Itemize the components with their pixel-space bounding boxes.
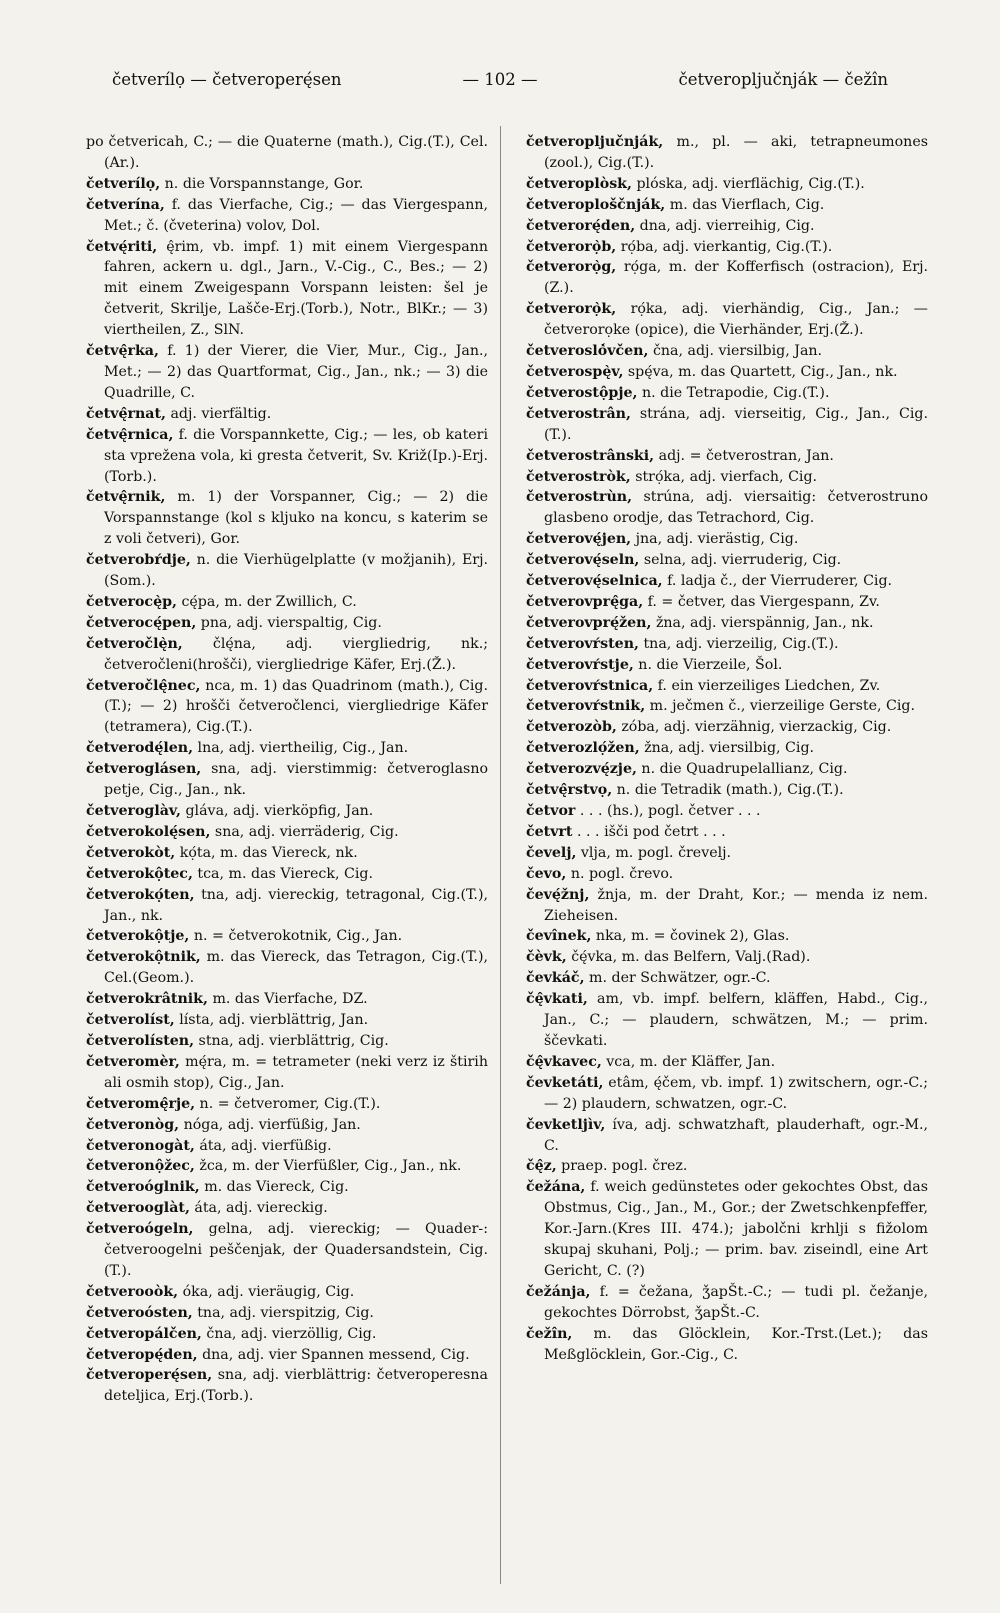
entry-headword: četveronòg, [86, 1116, 180, 1133]
dictionary-entry [526, 822, 928, 843]
entry-headword: četveroósten, [86, 1304, 193, 1321]
entry-definition: nka, m. = čovinek 2), Glas. [591, 928, 790, 945]
entry-headword: četverokòt, [86, 844, 176, 861]
entry-definition: rọ́ba, adj. vierkantig, Cig.(T.). [616, 238, 833, 255]
entry-definition: lísta, adj. vierblättrig, Jan. [174, 1012, 369, 1029]
dictionary-entry [526, 1282, 928, 1324]
entry-headword: četveropę́den, [86, 1346, 198, 1363]
dictionary-entry [526, 216, 928, 237]
dictionary-entry [526, 1115, 928, 1157]
entry-headword: četvę̂rnik, [86, 489, 166, 506]
entry-headword: četverozòb, [526, 719, 617, 736]
entry-headword: četverolísten, [86, 1032, 195, 1049]
dictionary-entry [86, 759, 488, 801]
dictionary-entry [86, 738, 488, 759]
page-header [112, 70, 888, 100]
entry-definition: f. die Vorspannkette, Cig.; — les, ob kateri sta vprežena vola, ki gresta četverit, Sv. Križ(Ip.)-Erj.(Torb.). [104, 426, 488, 485]
entry-definition: íva, adj. schwatzhaft, plauderhaft, ogr.-M., C. [544, 1116, 928, 1154]
dictionary-entry [526, 655, 928, 676]
dictionary-entry [86, 425, 488, 488]
entry-definition: mę́ra, m. = tetrameter (neki verz iz štirih ali osmih stop), Cig., Jan. [104, 1053, 488, 1091]
entry-definition: tna, adj. vierzeilig, Cig.(T.). [638, 635, 839, 652]
entry-definition: m. ječmen č., vierzeilige Gerste, Cig. [645, 698, 915, 715]
header-left-guideword: četverílọ — četveroperę́sen [112, 70, 342, 89]
dictionary-entry [86, 1031, 488, 1052]
entry-headword: čevketljìv, [526, 1116, 606, 1133]
dictionary-entry [86, 864, 488, 885]
entry-definition: člę́na, adj. viergliedrig, nk.; četveročleni(hrošči), viergliedrige Käfer, Erj.(Ž.). [104, 635, 488, 673]
dictionary-entry [526, 801, 928, 822]
entry-headword: čę̂vkavec, [526, 1053, 602, 1070]
dictionary-entry [86, 613, 488, 634]
dictionary-entry [526, 947, 928, 968]
header-right-guideword: četveropljučnják — čežîn [678, 70, 888, 89]
dictionary-entry [526, 1073, 928, 1115]
entry-definition: tca, m. das Viereck, Cig. [192, 865, 373, 882]
dictionary-entry [86, 1052, 488, 1094]
entry-headword: četverílọ, [86, 175, 161, 192]
entry-headword: čę̂vkati, [526, 991, 588, 1008]
entry-headword: četverostròk, [526, 468, 631, 485]
dictionary-entry [526, 926, 928, 947]
entry-definition: am, vb. impf. belfern, kläffen, Habd., Cig., Jan., C.; — plaudern, schwätzen, M.; — prim. ščevkati. [544, 991, 928, 1049]
dictionary-entry [86, 1177, 488, 1198]
entry-headword: čevkáč, [526, 970, 585, 987]
entry-definition: m. der Schwätzer, ogr.-C. [584, 970, 771, 987]
entry-definition: m. das Vierflach, Cig. [665, 196, 825, 213]
dictionary-entry [86, 1156, 488, 1177]
entry-definition: n. die Vierzeile, Šol. [633, 656, 783, 673]
left-column [86, 132, 488, 1407]
dictionary-entry [526, 571, 928, 592]
dictionary-entry [526, 989, 928, 1052]
entry-headword: četverolíst, [86, 1012, 175, 1029]
entry-definition: n. die Tetrapodie, Cig.(T.). [637, 384, 830, 401]
entry-definition: m., pl. — aki, tetrapneumones (zool.), Cig.(T.). [544, 134, 928, 171]
entry-headword: četverorę́den, [526, 217, 636, 234]
dictionary-entry [526, 467, 928, 488]
entry-definition: sna, adj. vierblättrig: četveroperesna deteljica, Erj.(Torb.). [104, 1367, 488, 1405]
entry-headword: četverovę́seln, [526, 552, 640, 569]
entry-headword: čežána, [526, 1179, 586, 1196]
entry-definition: zóba, adj. vierzähnig, vierzackig, Cig. [616, 719, 892, 736]
entry-headword: čę̂z, [526, 1158, 557, 1175]
entry-headword: četvę̂rnica, [86, 426, 174, 443]
entry-headword: četverokộtnik, [86, 949, 201, 966]
entry-definition: m. das Viereck, Cig. [199, 1179, 349, 1196]
entry-headword: četverovprę́žen, [526, 614, 652, 631]
entry-definition: dna, adj. vier Spannen messend, Cig. [197, 1346, 470, 1363]
dictionary-entry [86, 341, 488, 404]
dictionary-entry [86, 1010, 488, 1031]
entry-definition: n. die Tetradik (math.), Cig.(T.). [612, 782, 844, 799]
entry-definition: n. die Vorspannstange, Gor. [160, 175, 364, 192]
entry-definition: . . . išči pod četrt . . . [572, 823, 726, 840]
entry-headword: četverovę́selnica, [526, 573, 663, 590]
entry-headword: četverokolę́sen, [86, 823, 211, 840]
dictionary-entry [86, 1219, 488, 1282]
dictionary-entry [526, 1177, 928, 1282]
dictionary-entry [86, 1365, 488, 1407]
dictionary-entry [526, 738, 928, 759]
entry-headword: četveroplòsk, [526, 175, 632, 192]
entry-definition: m. das Vierfache, DZ. [207, 991, 368, 1008]
dictionary-entry [526, 696, 928, 717]
entry-headword: četverozvę́zje, [526, 761, 637, 778]
entry-headword: četverovŕstje, [526, 656, 634, 673]
entry-definition: cę́pa, m. der Zwillich, C. [176, 593, 357, 610]
entry-headword: četverokộtec, [86, 865, 193, 882]
entry-definition: žnja, m. der Draht, Kor.; — menda iz nem. Zieheisen. [544, 886, 928, 924]
dictionary-entry [526, 864, 928, 885]
entry-headword: četverozlọ́žen, [526, 740, 640, 757]
entry-definition: adj. vierfältig. [165, 405, 272, 422]
entry-definition: etâm, ę́čem, vb. impf. 1) zwitschern, ogr.-C.; — 2) plaudern, schwatzen, ogr.-C. [544, 1074, 928, 1112]
dictionary-entry [526, 1324, 928, 1366]
dictionary-entry [86, 592, 488, 613]
dictionary-entry [526, 529, 928, 550]
entry-headword: čežánja, [526, 1283, 591, 1300]
entry-definition: nca, m. 1) das Quadrinom (math.), Cig.(T.); — 2) hrošči četveročlenci, viergliedrige Käfer (tetramera), Cig.(T.). [104, 677, 488, 736]
entry-definition: praep. pogl. črez. [556, 1158, 688, 1175]
dictionary-entry [86, 1324, 488, 1345]
entry-definition: . . . (hs.), pogl. četver . . . [575, 803, 761, 819]
entry-headword: četvrt [526, 823, 573, 840]
entry-definition: gelna, adj. viereckig; — Quader-: četveroogelni peščenjak, der Quadersandstein, Cig.(T.). [104, 1221, 488, 1279]
entry-definition: ę̂rim, vb. impf. 1) mit einem Viergespann fahren, ackern u. dgl., Jarn., V.-Cig., C., Bes.; — 2) mit einem Zweigespann Vorspann leisten: šel je četverit, Skrilje, Lašče-Erj.(Torb.), Notr., BlKr.; — 3) viertheilen, Z., SlN. [104, 238, 488, 339]
dictionary-entry [526, 780, 928, 801]
dictionary-entry [526, 404, 928, 446]
entry-headword: četvę̂rnat, [86, 405, 166, 422]
entry-definition: žna, adj. viersilbig, Cig. [639, 740, 815, 757]
entry-headword: četverovę́jen, [526, 531, 632, 548]
entry-headword: četveroógeln, [86, 1221, 194, 1238]
entry-headword: četverovŕstnik, [526, 698, 646, 715]
entry-definition: stna, adj. vierblättrig, Cig. [194, 1032, 389, 1049]
entry-headword: čevelj, [526, 844, 577, 861]
dictionary-entry [86, 487, 488, 550]
entry-definition: žna, adj. vierspännig, Jan., nk. [651, 614, 874, 631]
entry-headword: četverospę̀v, [526, 363, 624, 380]
entry-headword: četveroglàv, [86, 803, 181, 819]
entry-headword: četverokọ́ten, [86, 886, 195, 903]
entry-headword: četverorọ̀g, [526, 259, 617, 276]
entry-definition: strúna, adj. viersaitig: četverostruno glasbeno orodje, das Tetrachord, Cig. [544, 489, 928, 527]
entry-definition: f. = čežana, ǯapŠt.-C.; — tudi pl. čežanje, gekochtes Dörrobst, ǯapŠt.-C. [544, 1283, 928, 1321]
entry-definition: áta, adj. vierfüßig. [194, 1137, 332, 1154]
entry-headword: četverooòk, [86, 1283, 179, 1300]
entry-headword: četvę̂rka, [86, 343, 159, 360]
entry-definition: n. die Quadrupelallianz, Cig. [636, 761, 848, 778]
entry-definition: plóska, adj. vierflächig, Cig.(T.). [631, 175, 865, 192]
entry-headword: četvor [526, 803, 576, 819]
entry-headword: čežîn, [526, 1325, 573, 1342]
entry-headword: četverooglàt, [86, 1200, 190, 1217]
dictionary-entry [526, 613, 928, 634]
entry-headword: četverostrânski, [526, 447, 655, 464]
dictionary-entry [526, 299, 928, 341]
entry-definition: pna, adj. vierspaltig, Cig. [196, 614, 382, 631]
entry-definition: vlja, m. pogl. črevelj. [576, 844, 732, 861]
entry-headword: četveroperę́sen, [86, 1367, 213, 1384]
entry-definition: dna, adj. vierreihig, Cig. [635, 217, 815, 234]
entry-headword: četverostrùn, [526, 489, 633, 506]
entry-headword: četverobŕdje, [86, 552, 191, 569]
dictionary-entry [86, 404, 488, 425]
entry-headword: četveronogàt, [86, 1137, 195, 1154]
dictionary-entry [526, 1052, 928, 1073]
dictionary-entry [86, 1136, 488, 1157]
entry-definition: n. = četveromer, Cig.(T.). [195, 1095, 381, 1112]
entry-headword: četverocę̀p, [86, 593, 177, 610]
entry-headword: čevketáti, [526, 1074, 604, 1091]
entry-headword: čevînek, [526, 928, 592, 945]
dictionary-entry [86, 885, 488, 927]
dictionary-entry [86, 1198, 488, 1219]
entry-headword: četveročlę̀n, [86, 635, 183, 652]
entry-definition: m. 1) der Vorspanner, Cig.; — 2) die Vorspannstange (kol s kljuko na koncu, s katerim se z voli četveri), Gor. [104, 489, 488, 548]
entry-definition: n. die Vierhügelplatte (v možjanih), Erj.(Som.). [104, 552, 488, 590]
dictionary-entry [86, 801, 488, 822]
entry-definition: selna, adj. vierruderig, Cig. [639, 552, 842, 569]
entry-definition: vca, m. der Kläffer, Jan. [601, 1053, 776, 1070]
entry-headword: četveročlę̂nec, [86, 677, 201, 694]
entry-headword: četveropálčen, [86, 1325, 202, 1342]
entry-definition: jna, adj. vierästig, Cig. [631, 531, 799, 548]
entry-definition: čę́vka, m. das Belfern, Valj.(Rad). [566, 949, 811, 966]
dictionary-entry [526, 717, 928, 738]
entry-headword: četveropljučnják, [526, 134, 664, 150]
entry-headword: četveromèr, [86, 1053, 180, 1070]
entry-headword: četverosló̀včen, [526, 343, 649, 360]
dictionary-entry [526, 195, 928, 216]
dictionary-entry [526, 487, 928, 529]
entry-headword: čevo, [526, 865, 567, 882]
entry-definition: f. ladja č., der Vierruderer, Cig. [662, 573, 893, 590]
entry-definition: strọ́ka, adj. vierfach, Cig. [630, 468, 818, 485]
entry-definition: óka, adj. vieräugig, Cig. [178, 1283, 355, 1300]
dictionary-entry [526, 843, 928, 864]
entry-headword: čevę́žnj, [526, 886, 590, 903]
dictionary-entry [86, 237, 488, 342]
entry-headword: četveroglásen, [86, 761, 202, 778]
entry-definition: sna, adj. vierräderig, Cig. [210, 823, 399, 840]
entry-headword: četveronộžec, [86, 1158, 195, 1175]
entry-definition: m. das Viereck, das Tetragon, Cig.(T.), Cel.(Geom.). [104, 949, 488, 987]
dictionary-entry [526, 237, 928, 258]
dictionary-entry [526, 550, 928, 571]
page-number: — 102 — [462, 70, 538, 89]
dictionary-entry [86, 174, 488, 195]
entry-headword: čèvk, [526, 949, 567, 966]
entry-definition: kọ́ta, m. das Viereck, nk. [175, 844, 358, 861]
entry-definition: rọ́ka, adj. vierhändig, Cig., Jan.; — četverorọke (opice), die Vierhänder, Erj.(Ž.). [544, 301, 928, 339]
dictionary-entry [86, 1282, 488, 1303]
entry-definition: po četvericah, C.; — die Quaterne (math.), Cig.(T.), Cel.(Ar.). [86, 134, 488, 171]
entry-headword: četverokrâtnik, [86, 991, 208, 1008]
dictionary-entry [86, 947, 488, 989]
entry-headword: četverovŕstnica, [526, 677, 654, 694]
dictionary-entry [526, 968, 928, 989]
dictionary-entry [526, 341, 928, 362]
dictionary-entry [526, 1156, 928, 1177]
entry-headword: četvę̂rstvọ, [526, 782, 613, 799]
entry-definition: f. das Vierfache, Cig.; — das Viergespann, Met.; č. (čveterina) volov, Dol. [104, 196, 488, 234]
dictionary-entry [526, 362, 928, 383]
entry-headword: četverína, [86, 196, 165, 213]
entry-headword: četveroploščnják, [526, 196, 666, 213]
entry-definition: adj. = četverostran, Jan. [654, 447, 834, 464]
dictionary-entry [86, 195, 488, 237]
entry-definition: áta, adj. viereckig. [189, 1200, 328, 1217]
dictionary-entry [526, 132, 928, 174]
entry-headword: četveroóglnik, [86, 1179, 200, 1196]
dictionary-entry [86, 926, 488, 947]
entry-headword: četverorọ̀k, [526, 301, 617, 318]
entry-definition: strána, adj. vierseitig, Cig., Jan., Cig.(T.). [544, 405, 928, 443]
dictionary-entry [526, 885, 928, 927]
dictionary-entry [526, 634, 928, 655]
dictionary-entry [86, 1094, 488, 1115]
entry-headword: četverodę́len, [86, 740, 194, 757]
entry-headword: četvę́riti, [86, 238, 158, 255]
entry-definition: n. pogl. črevo. [566, 865, 674, 882]
entry-headword: četverovŕsten, [526, 635, 639, 652]
dictionary-entry [526, 592, 928, 613]
dictionary-entry [86, 989, 488, 1010]
column-divider [500, 126, 501, 1584]
dictionary-entry [86, 634, 488, 676]
entry-definition: čna, adj. viersilbig, Jan. [648, 343, 823, 360]
dictionary-entry [86, 1303, 488, 1324]
dictionary-entry [526, 257, 928, 299]
entry-headword: četveromę̂rje, [86, 1095, 196, 1112]
entry-definition: f. ein vierzeiliges Liedchen, Zv. [653, 677, 881, 694]
dictionary-entry [86, 676, 488, 739]
dictionary-entry [86, 1345, 488, 1366]
entry-headword: četverostộpje, [526, 384, 638, 401]
entry-definition: tna, adj. vierspitzig, Cig. [192, 1304, 374, 1321]
entry-definition: f. 1) der Vierer, die Vier, Mur., Cig., Jan., Met.; — 2) das Quartformat, Cig., Jan., nk.; — 3) die Quadrille, C. [104, 343, 488, 401]
dictionary-entry [526, 676, 928, 697]
dictionary-entry [526, 446, 928, 467]
entry-definition: lna, adj. viertheilig, Cig., Jan. [193, 740, 409, 757]
entry-definition: gláva, adj. vierköpfig, Jan. [180, 803, 374, 819]
entry-definition: čna, adj. vierzöllig, Cig. [201, 1325, 377, 1342]
right-column [526, 132, 928, 1365]
dictionary-entry [526, 174, 928, 195]
entry-definition: žca, m. der Vierfüßler, Cig., Jan., nk. [194, 1158, 462, 1175]
entry-headword: četverorọ̀b, [526, 238, 617, 255]
entry-definition: nóga, adj. vierfüßig, Jan. [179, 1116, 361, 1133]
dictionary-entry [86, 550, 488, 592]
dictionary-entry [86, 843, 488, 864]
entry-headword: četverostrân, [526, 405, 631, 422]
entry-headword: četverokộtje, [86, 928, 190, 945]
entry-definition: tna, adj. viereckig, tetragonal, Cig.(T.), Jan., nk. [104, 886, 488, 924]
entry-headword: četverocę́pen, [86, 614, 197, 631]
entry-definition: f. weich gedünstetes oder gekochtes Obst, das Obstmus, Cig., Jan., M., Gor.; der Zwetschkenpfeffer, Kor.-Jarn.(Kres III. 474.); jabolčni krhlji s fižolom skupaj skuhani, Polj.; — prim. bav. ziseindl, eine Art Gericht, C. (?) [544, 1179, 928, 1279]
entry-definition: f. = četver, das Viergespann, Zv. [643, 593, 880, 610]
entry-definition: rọ́ga, m. der Kofferfisch (ostracion), Erj.(Z.). [544, 259, 928, 297]
entry-definition: sna, adj. vierstimmig: četveroglasno petje, Cig., Jan., nk. [104, 761, 488, 799]
entry-definition: spę́va, m. das Quartett, Cig., Jan., nk. [623, 363, 898, 380]
entry-definition: n. = četverokotnik, Cig., Jan. [189, 928, 403, 945]
dictionary-entry [86, 822, 488, 843]
dictionary-entry [86, 132, 488, 174]
entry-definition: m. das Glöcklein, Kor.-Trst.(Let.); das Meßglöcklein, Gor.-Cig., C. [544, 1325, 928, 1363]
entry-headword: četverovprę̂ga, [526, 593, 644, 610]
dictionary-entry [86, 1115, 488, 1136]
dictionary-entry [526, 759, 928, 780]
dictionary-entry [526, 383, 928, 404]
